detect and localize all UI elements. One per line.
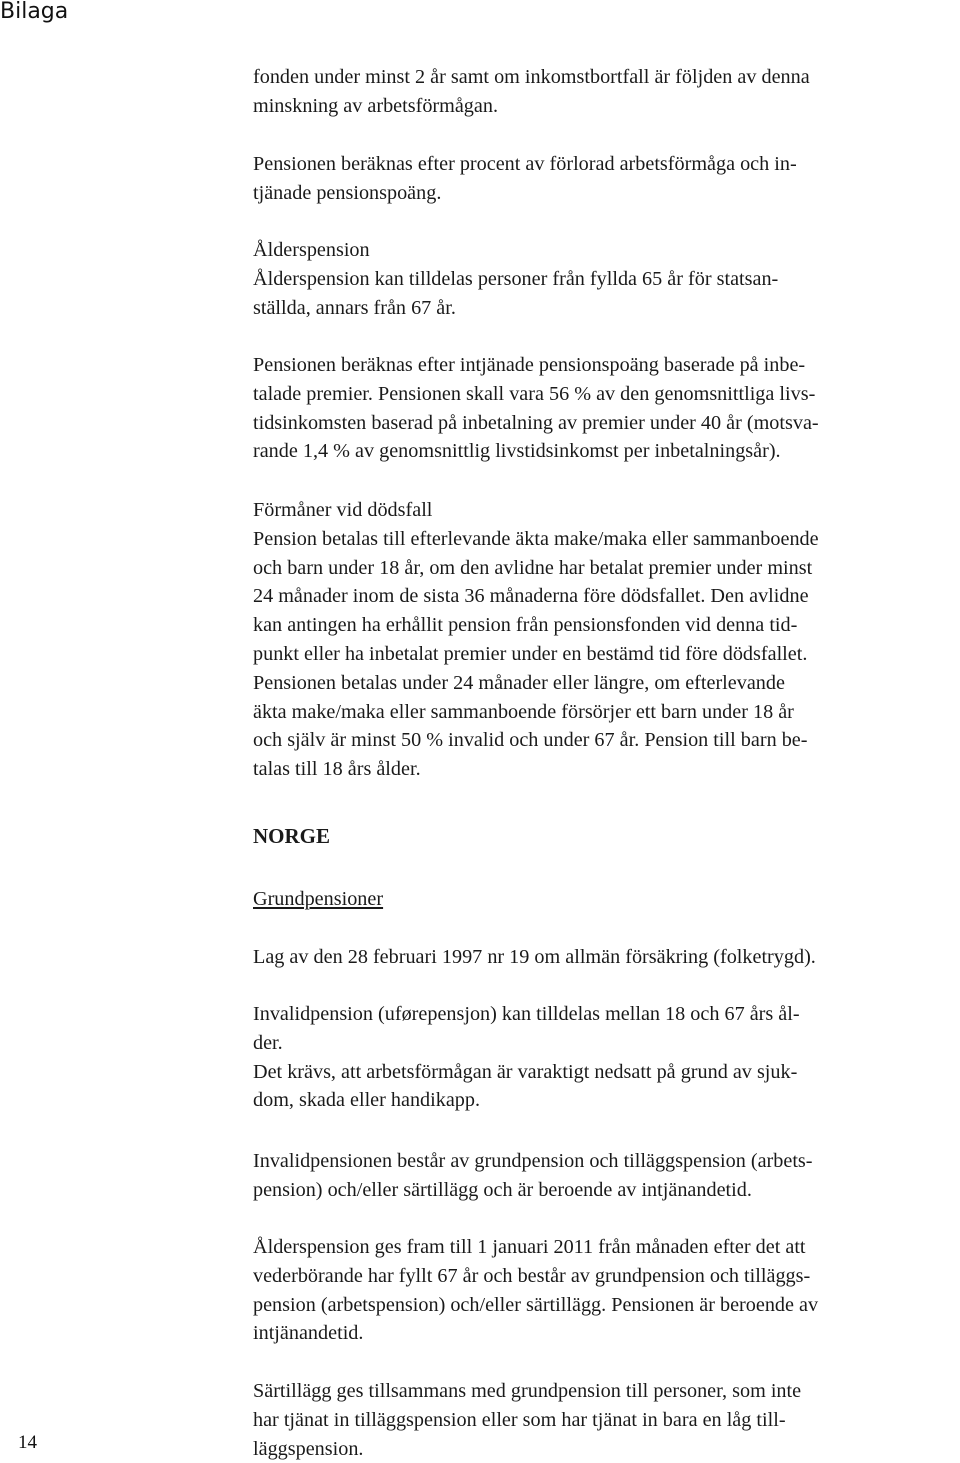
page-number: 14 bbox=[18, 1432, 37, 1453]
subheading-grundpensioner: Grundpensioner bbox=[253, 888, 384, 910]
text-line: Det krävs, att arbetsförmågan är varaktigt nedsatt på grund av sjuk- bbox=[253, 1060, 798, 1083]
text-line: fonden under minst 2 år samt om inkomstbortfall är följden av denna bbox=[253, 66, 810, 88]
text-line: intjänandetid. bbox=[253, 1322, 364, 1345]
text-line: rande 1,4 % av genomsnittlig livstidsinkomst per inbetalningsår). bbox=[253, 440, 781, 463]
section-alderspension bbox=[253, 236, 958, 322]
paragraph-sartillagg bbox=[253, 1377, 958, 1463]
page-header-label: Bilaga bbox=[0, 0, 69, 24]
text-line: tjänade pensionspoäng. bbox=[253, 181, 442, 204]
text-line: der. bbox=[253, 1031, 283, 1054]
text-line: tidsinkomsten baserad på inbetalning av premier under 40 år (motsva- bbox=[253, 411, 819, 434]
paragraph-invalidpension bbox=[253, 1000, 958, 1115]
text-line: har tjänat in tilläggspension eller som har tjänat in bara en låg till- bbox=[253, 1408, 786, 1431]
text-line: och själv är minst 50 % invalid och under 67 år. Pension till barn be- bbox=[253, 729, 808, 752]
text-line: Ålderspension kan tilldelas personer från fyllda 65 år för statsan- bbox=[253, 267, 779, 290]
text-line: Lag av den 28 februari 1997 nr 19 om allmän försäkring (folketrygd). bbox=[253, 946, 816, 968]
text-line: talade premier. Pensionen skall vara 56 % av den genomsnittliga livs- bbox=[253, 382, 816, 405]
text-line: Ålderspension ges fram till 1 januari 2011 från månaden efter det att bbox=[253, 1236, 806, 1258]
text-line: pension (arbetspension) och/eller särtillägg. Pensionen är beroende av bbox=[253, 1293, 819, 1316]
text-line: talas till 18 års ålder. bbox=[253, 758, 421, 781]
paragraph-pension-berakning-procent bbox=[253, 150, 958, 208]
section-heading: Ålderspension bbox=[253, 239, 370, 261]
text-line: och barn under 18 år, om den avlidne har betalat premier under minst bbox=[253, 556, 813, 579]
section-formaner-vid-dodsfall bbox=[253, 496, 958, 784]
text-line: punkt eller ha inbetalat premier under en bestämd tid före dödsfallet. bbox=[253, 642, 808, 665]
paragraph-invalidpension-bestar bbox=[253, 1147, 958, 1205]
text-line: Invalidpensionen består av grundpension och tilläggspension (arbets- bbox=[253, 1150, 813, 1172]
text-line: 24 månader inom de sista 36 månaderna före dödsfallet. Den avlidne bbox=[253, 585, 809, 608]
paragraph-pension-intjanade-poang bbox=[253, 351, 958, 466]
text-line: ställda, annars från 67 år. bbox=[253, 296, 456, 319]
text-line: Invalidpension (uførepensjon) kan tilldelas mellan 18 och 67 års ål- bbox=[253, 1003, 800, 1025]
text-line: Pensionen betalas under 24 månader eller längre, om efterlevande bbox=[253, 671, 785, 694]
text-line: kan antingen ha erhållit pension från pensionsfonden vid denna tid- bbox=[253, 614, 798, 637]
text-line: vederbörande har fyllt 67 år och består av grundpension och tilläggs- bbox=[253, 1264, 811, 1287]
country-heading-norge: NORGE bbox=[253, 824, 331, 848]
paragraph-lag-folketrygd bbox=[253, 943, 958, 972]
section-heading: Förmåner vid dödsfall bbox=[253, 499, 433, 521]
text-line: dom, skada eller handikapp. bbox=[253, 1089, 481, 1112]
text-line: Pensionen beräknas efter intjänade pensionspoäng baserade på inbe- bbox=[253, 354, 806, 376]
subheading-grundpensioner-wrapper bbox=[253, 885, 958, 914]
paragraph-arbetsformaga-minskning bbox=[253, 63, 958, 121]
text-line: äkta make/maka eller sammanboende försörjer ett barn under 18 år bbox=[253, 700, 794, 723]
text-line: pension) och/eller särtillägg och är beroende av intjänandetid. bbox=[253, 1178, 752, 1201]
text-line: Pensionen beräknas efter procent av förlorad arbetsförmåga och in- bbox=[253, 153, 797, 175]
paragraph-alderspension-norge bbox=[253, 1233, 958, 1348]
text-line: Pension betalas till efterlevande äkta make/maka eller sammanboende bbox=[253, 527, 819, 550]
text-line: minskning av arbetsförmågan. bbox=[253, 94, 498, 117]
text-line: Särtillägg ges tillsammans med grundpension till personer, som inte bbox=[253, 1380, 802, 1402]
text-line: läggspension. bbox=[253, 1437, 364, 1460]
